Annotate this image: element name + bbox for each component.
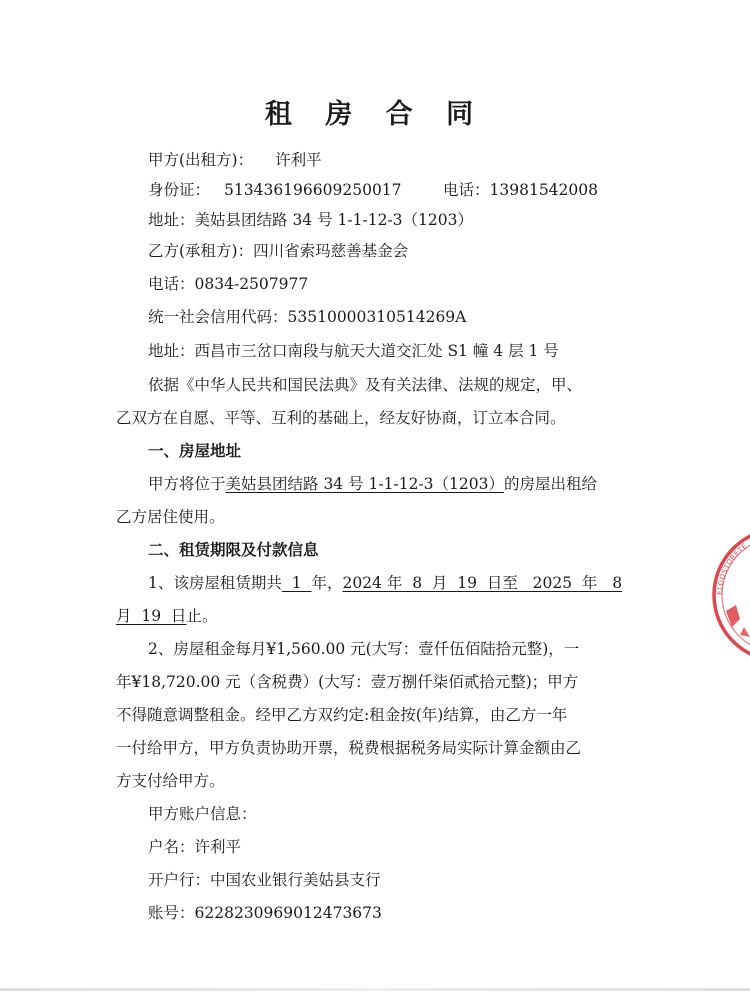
section-1-pre: 甲方将位于 xyxy=(148,475,226,493)
clause-1-mid: 年， xyxy=(311,574,343,592)
clause-2-line-2: 年¥18,720.00 元（含税费）(大写：壹万捌仟柒佰贰拾元整)；甲方 xyxy=(116,673,579,691)
party-a-phone-label: 电话： xyxy=(443,181,490,199)
scan-edge xyxy=(0,988,750,991)
section-2-heading: 二、租赁期限及付款信息 xyxy=(148,541,319,559)
credit-code-line xyxy=(148,307,466,327)
party-b-address-line xyxy=(148,341,559,361)
account-holder-line xyxy=(148,837,241,857)
clause-2-line-4: 一付给甲方，甲方负责协助开票，税费根据税务局实际计算金额由乙 xyxy=(116,739,582,757)
party-a-line xyxy=(148,150,322,170)
preamble-line-2: 乙双方在自愿、平等、互利的基础上，经友好协商，订立本合同。 xyxy=(116,409,566,427)
party-a-phone: 13981542008 xyxy=(489,181,598,199)
clause-2-line-5: 方支付给甲方。 xyxy=(116,772,225,790)
party-b-phone-line xyxy=(148,274,308,294)
document-title: 租 房 合 同 xyxy=(264,99,486,130)
clause-2-line-1: 2、房屋租金每月¥1,560.00 元(大写：壹仟伍佰陆拾元整)，一 xyxy=(148,640,580,658)
party-b-phone: 0834-2507977 xyxy=(194,275,309,293)
preamble-line-1: 依据《中华人民共和国民法典》及有关法律、法规的规定，甲、 xyxy=(148,376,583,394)
section-1-address: 美姑县团结路 34 号 1-1-12-3（1203） xyxy=(225,475,504,493)
party-b-address-label: 地址： xyxy=(148,342,195,360)
account-bank-line xyxy=(148,870,381,890)
party-b-label: 乙方(承租方)： xyxy=(148,242,254,260)
clause-1-end-date: 月 19 日 xyxy=(116,607,187,625)
clause-1-line-1 xyxy=(148,573,622,593)
party-b-line xyxy=(148,241,408,261)
party-a-address: 美姑县团结路 34 号 1-1-12-3（1203） xyxy=(194,211,473,229)
red-seal-stamp xyxy=(706,515,750,665)
account-bank-label: 开户行： xyxy=(148,871,211,889)
clause-1-period: 2024 年 8 月 19 日至 2025 年 8 xyxy=(342,574,623,592)
party-b-phone-label: 电话： xyxy=(148,275,195,293)
party-b-name: 四川省索玛慈善基金会 xyxy=(253,242,409,260)
credit-code-label: 统一社会信用代码： xyxy=(148,308,288,326)
account-bank: 中国农业银行美姑县支行 xyxy=(210,871,381,889)
party-a-address-label: 地址： xyxy=(148,211,195,229)
party-a-phone-line xyxy=(443,180,598,200)
party-b-address: 西昌市三岔口南段与航天大道交汇处 S1 幢 4 层 1 号 xyxy=(194,342,559,360)
account-number-label: 账号： xyxy=(148,904,195,922)
credit-code: 53510000310514269A xyxy=(287,308,467,326)
section-1-line-1 xyxy=(148,474,597,494)
account-number: 6228230969012473673 xyxy=(194,904,382,922)
account-holder: 许利平 xyxy=(194,838,242,856)
section-1-line-2: 乙方居住使用。 xyxy=(116,508,225,526)
party-a-name: 许利平 xyxy=(275,151,322,169)
clause-1-end: 止。 xyxy=(186,607,218,625)
svg-text:ELOOSTORETE xyxy=(716,542,749,595)
seal-arc-text: ELOOSTORETE xyxy=(715,541,749,596)
section-1-post: 的房屋出租给 xyxy=(504,475,598,493)
id-label: 身份证： xyxy=(148,181,211,199)
section-1-heading: 一、房屋地址 xyxy=(148,442,242,460)
party-a-address-line xyxy=(148,210,473,230)
clause-1-years: 1 xyxy=(281,574,312,592)
party-a-label: 甲方(出租方)： xyxy=(148,151,254,169)
account-heading: 甲方账户信息： xyxy=(148,805,257,823)
clause-1-line-2 xyxy=(116,606,217,626)
id-number: 513436196609250017 xyxy=(224,181,402,199)
account-number-line xyxy=(148,903,382,923)
clause-1-pre: 1、该房屋租赁期共 xyxy=(148,574,282,592)
account-holder-label: 户名： xyxy=(148,838,195,856)
clause-2-line-3: 不得随意调整租金。经甲乙方双约定:租金按(年)结算，由乙方一年 xyxy=(116,706,568,724)
party-a-id-line xyxy=(148,180,402,200)
